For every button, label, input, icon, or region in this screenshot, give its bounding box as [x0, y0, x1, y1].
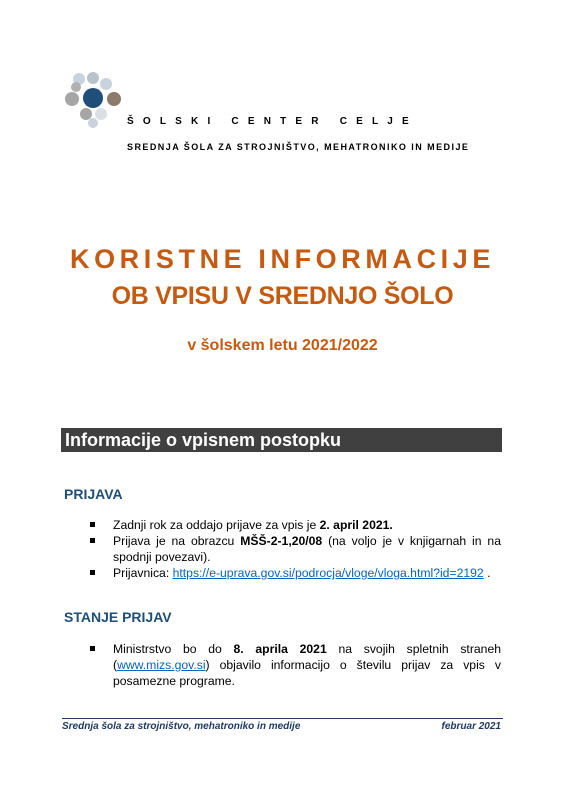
main-title-line2: OB VPISU V SREDNJO ŠOLO: [111, 282, 454, 310]
school-logo: [62, 72, 126, 128]
list-item: [90, 641, 501, 689]
list-item: [90, 565, 501, 581]
section-banner: Informacije o vpisnem postopku: [61, 428, 502, 452]
logo-dot: [80, 108, 92, 120]
logo-dot: [71, 82, 81, 92]
bullet-icon: [90, 570, 95, 575]
logo-dot: [100, 78, 112, 90]
bullet-text: Ministrstvo bo do: [113, 642, 234, 656]
list-item: [90, 533, 501, 565]
bullet-icon: [90, 538, 95, 543]
logo-dot: [95, 108, 107, 120]
prijava-list: [90, 517, 501, 581]
bullet-text: Prijavnica:: [113, 566, 173, 580]
list-item: [90, 517, 501, 533]
bullet-text: (na voljo je v knjigarnah in na spodnji povezavi).: [113, 534, 501, 564]
logo-dot: [65, 92, 79, 106]
bullet-text: Zadnji rok za oddajo prijave za vpis je: [113, 518, 320, 532]
school-subtitle: SREDNJA ŠOLA ZA STROJNIŠTVO, MEHATRONIKO IN MEDIJE: [127, 142, 470, 152]
logo-center-dot: [83, 88, 103, 108]
section-heading-prijava: PRIJAVA: [64, 486, 123, 502]
logo-dot: [87, 72, 99, 84]
bullet-icon: [90, 646, 95, 651]
form-code: MŠŠ-2-1,20/08: [240, 534, 323, 548]
bullet-text: ) objavilo informacijo o številu prijav za vpis v posamezne programe.: [113, 658, 501, 688]
logo-dot: [107, 92, 121, 106]
footer-school: Srednja šola za strojništvo, mehatroniko in medije: [62, 721, 301, 732]
main-title: KORISTNE INFORMACIJE: [69, 244, 496, 274]
bullet-text: na svojih spletnih straneh (: [113, 642, 501, 672]
deadline-date: 2. april 2021.: [319, 518, 393, 532]
school-year: v šolskem letu 2021/2022: [187, 337, 378, 354]
school-name: ŠOLSKI CENTER CELJE: [127, 116, 418, 127]
section-heading-stanje: STANJE PRIJAV: [64, 609, 172, 625]
logo-dot: [88, 118, 98, 128]
bullet-text: Prijava je na obrazcu: [113, 534, 241, 548]
footer-date: februar 2021: [441, 721, 501, 732]
prijavnica-link[interactable]: https://e-uprava.gov.si/podrocja/vloge/vloga.html?id=2192: [172, 566, 484, 580]
announcement-date: 8. aprila 2021: [233, 642, 327, 656]
bullet-icon: [90, 522, 95, 527]
bullet-text: .: [483, 566, 491, 580]
mizs-link[interactable]: www.mizs.gov.si: [117, 658, 206, 672]
footer-divider: [62, 718, 503, 719]
stanje-list: [90, 641, 501, 689]
